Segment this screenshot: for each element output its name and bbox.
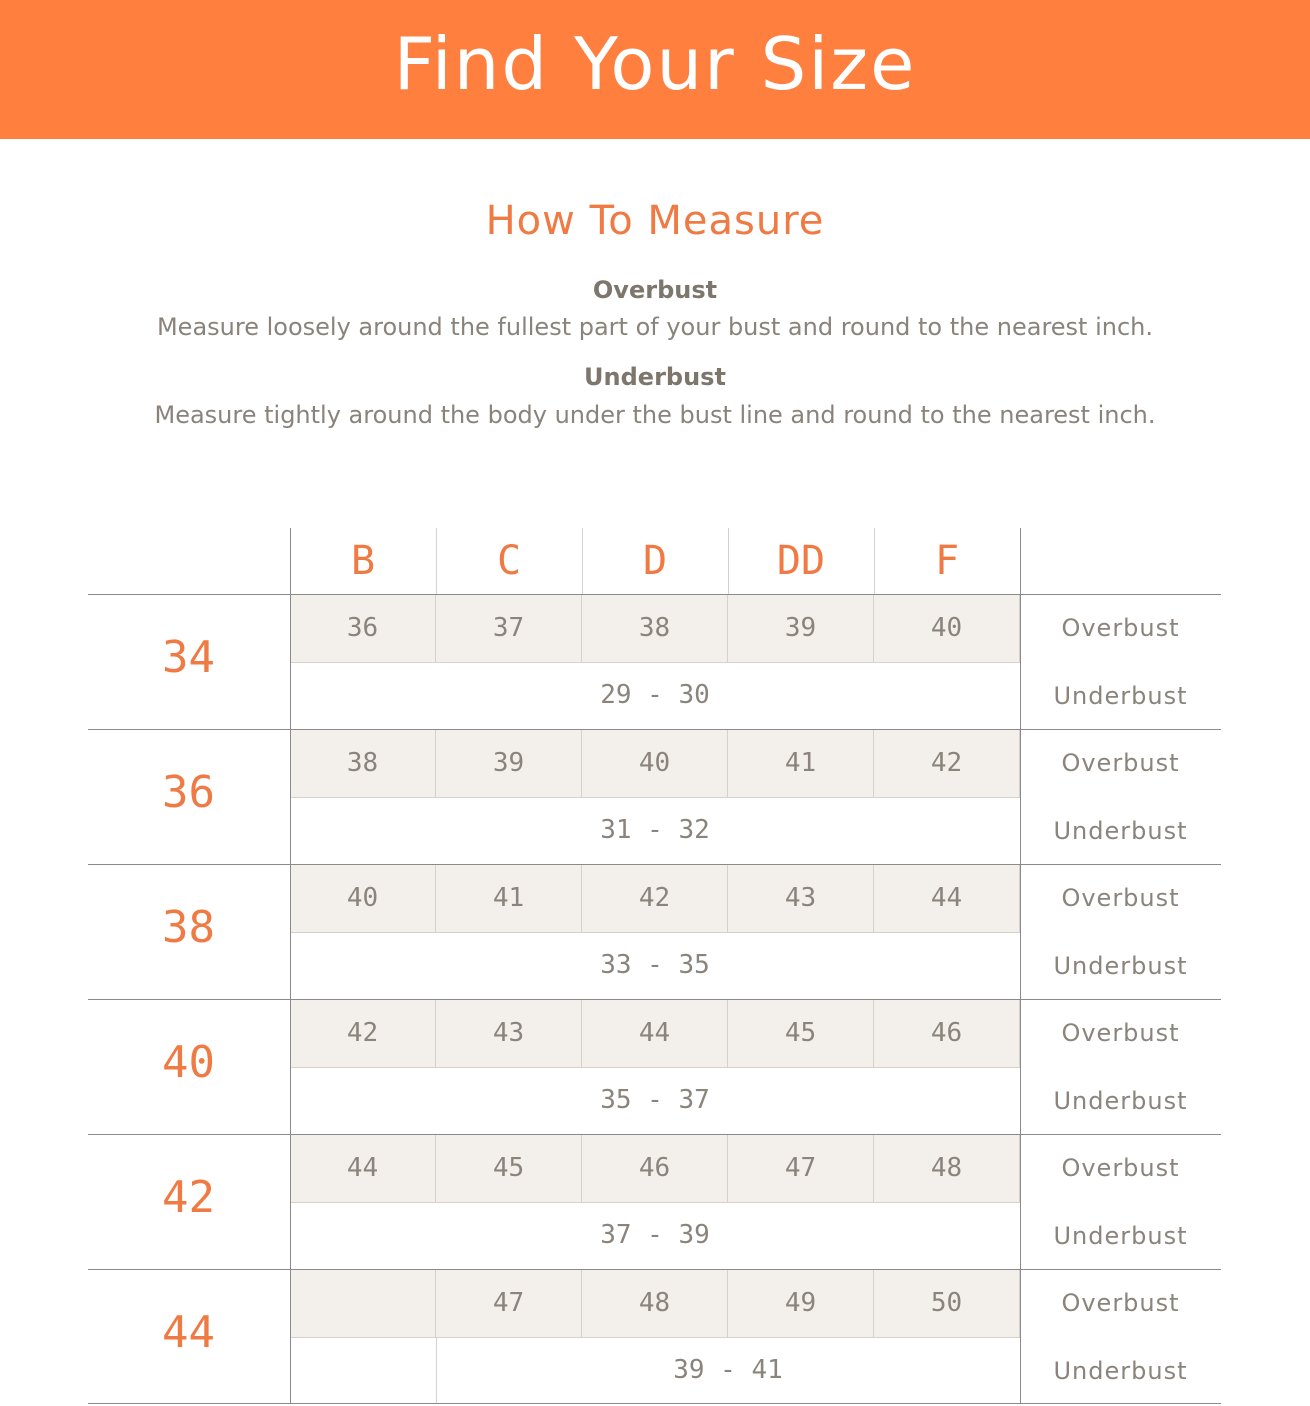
overbust-term: Overbust bbox=[592, 276, 718, 304]
overbust-label: Overbust bbox=[1061, 749, 1180, 777]
overbust-cell: 37 bbox=[436, 595, 582, 663]
column-border bbox=[290, 594, 291, 1403]
overbust-cell: 40 bbox=[874, 595, 1020, 663]
header-divider bbox=[582, 528, 583, 594]
cup-header: D bbox=[642, 538, 668, 584]
overbust-cell: 42 bbox=[874, 730, 1020, 798]
underbust-range: 29 - 30 bbox=[600, 679, 710, 710]
header-divider bbox=[728, 528, 729, 594]
overbust-label: Overbust bbox=[1061, 1019, 1180, 1047]
overbust-cell: 41 bbox=[436, 865, 582, 933]
overbust-cell: 40 bbox=[290, 865, 436, 933]
overbust-cell: 46 bbox=[582, 1135, 728, 1203]
overbust-cell: 44 bbox=[290, 1135, 436, 1203]
band-size: 36 bbox=[162, 767, 215, 818]
overbust-cell: 46 bbox=[874, 1000, 1020, 1068]
band-size: 38 bbox=[162, 902, 215, 953]
overbust-description: Measure loosely around the fullest part of your bust and round to the nearest inch. bbox=[156, 313, 1154, 341]
overbust-label: Overbust bbox=[1061, 1289, 1180, 1317]
overbust-cell: 39 bbox=[436, 730, 582, 798]
header-divider bbox=[436, 528, 437, 594]
underbust-label: Underbust bbox=[1053, 1221, 1188, 1250]
underbust-range: 35 - 37 bbox=[600, 1084, 710, 1115]
overbust-cell: 41 bbox=[728, 730, 874, 798]
header-divider bbox=[874, 528, 875, 594]
overbust-label: Overbust bbox=[1061, 1154, 1180, 1182]
row-border bbox=[88, 1134, 1221, 1135]
underbust-label: Underbust bbox=[1053, 1086, 1188, 1115]
underbust-label: Underbust bbox=[1053, 681, 1188, 710]
underbust-range: 37 - 39 bbox=[600, 1219, 710, 1250]
row-border bbox=[88, 729, 1221, 730]
cup-header: F bbox=[934, 538, 960, 584]
overbust-cell: 42 bbox=[582, 865, 728, 933]
column-border bbox=[1020, 594, 1021, 1403]
overbust-cell: 48 bbox=[874, 1135, 1020, 1203]
overbust-cell: 38 bbox=[582, 595, 728, 663]
overbust-label: Overbust bbox=[1061, 884, 1180, 912]
underbust-label: Underbust bbox=[1053, 951, 1188, 980]
overbust-cell: 50 bbox=[874, 1270, 1020, 1338]
underbust-term: Underbust bbox=[584, 363, 726, 391]
overbust-cell: 45 bbox=[728, 1000, 874, 1068]
underbust-label: Underbust bbox=[1053, 816, 1188, 845]
overbust-cell: 43 bbox=[728, 865, 874, 933]
overbust-label: Overbust bbox=[1061, 614, 1180, 642]
cup-header: C bbox=[496, 538, 522, 584]
underbust-range: 33 - 35 bbox=[600, 949, 710, 980]
overbust-cell: 39 bbox=[728, 595, 874, 663]
overbust-cell bbox=[290, 1270, 436, 1338]
page-title: Find Your Size bbox=[393, 21, 917, 106]
overbust-cell: 48 bbox=[582, 1270, 728, 1338]
overbust-cell: 40 bbox=[582, 730, 728, 798]
overbust-cell: 47 bbox=[728, 1135, 874, 1203]
overbust-cell: 45 bbox=[436, 1135, 582, 1203]
overbust-cell: 49 bbox=[728, 1270, 874, 1338]
band-size: 44 bbox=[162, 1307, 215, 1358]
row-border bbox=[88, 999, 1221, 1000]
underbust-divider bbox=[436, 1337, 437, 1405]
underbust-description: Measure tightly around the body under the bust line and round to the nearest inch. bbox=[154, 401, 1156, 429]
header-divider bbox=[290, 528, 291, 594]
underbust-label: Underbust bbox=[1053, 1356, 1188, 1385]
band-size: 34 bbox=[162, 632, 215, 683]
overbust-cell: 44 bbox=[874, 865, 1020, 933]
overbust-cell: 36 bbox=[290, 595, 436, 663]
overbust-cell: 47 bbox=[436, 1270, 582, 1338]
cup-header: DD bbox=[776, 538, 826, 584]
header-divider bbox=[1020, 528, 1021, 594]
how-to-measure-title: How To Measure bbox=[485, 198, 825, 244]
overbust-cell: 44 bbox=[582, 1000, 728, 1068]
row-border bbox=[88, 594, 1221, 595]
overbust-cell: 38 bbox=[290, 730, 436, 798]
underbust-range: 39 - 41 bbox=[673, 1354, 783, 1385]
cup-header: B bbox=[350, 538, 376, 584]
band-size: 40 bbox=[162, 1037, 215, 1088]
overbust-cell: 43 bbox=[436, 1000, 582, 1068]
overbust-cell: 42 bbox=[290, 1000, 436, 1068]
underbust-range: 31 - 32 bbox=[600, 814, 710, 845]
row-border bbox=[88, 1269, 1221, 1270]
band-size: 42 bbox=[162, 1172, 215, 1223]
row-border bbox=[88, 864, 1221, 865]
row-border bbox=[88, 1403, 1221, 1404]
